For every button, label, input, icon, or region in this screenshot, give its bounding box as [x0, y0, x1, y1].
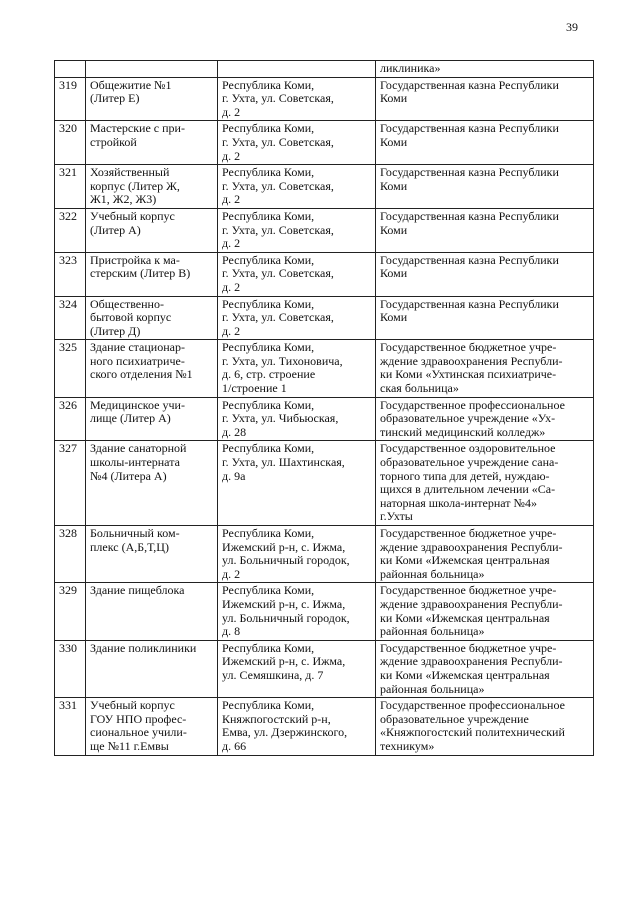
table-row — [55, 121, 594, 165]
object-name: Медицинское учи- лище (Литер А) — [86, 397, 218, 441]
table-row — [55, 296, 594, 340]
row-number: 322 — [55, 208, 86, 252]
object-name: Больничный ком- плекс (А,Б,Т,Ц) — [86, 526, 218, 583]
row-number: 331 — [55, 698, 86, 755]
object-name: Здание пищеблока — [86, 583, 218, 640]
object-name: Общежитие №1 (Литер Е) — [86, 77, 218, 121]
row-number: 326 — [55, 397, 86, 441]
object-holder: Государственное профессиональное образовательное учреждение «Княжпогостский политехнический техникум» — [376, 698, 594, 755]
object-address: Республика Коми, г. Ухта, ул. Шахтинская, д. 9а — [218, 441, 376, 526]
object-name: Учебный корпус (Литер А) — [86, 208, 218, 252]
table-row — [55, 698, 594, 755]
table-row — [55, 208, 594, 252]
object-address: Республика Коми, г. Ухта, ул. Тихоновича, д. 6, стр. строение 1/строение 1 — [218, 340, 376, 397]
row-number: 325 — [55, 340, 86, 397]
table-row — [55, 640, 594, 697]
object-name: Пристройка к ма- стерским (Литер В) — [86, 252, 218, 296]
object-name: Здание стационар- ного психиатриче- ского отделения №1 — [86, 340, 218, 397]
row-number: 328 — [55, 526, 86, 583]
object-address: Республика Коми, г. Ухта, ул. Советская, д. 2 — [218, 165, 376, 209]
row-number: 320 — [55, 121, 86, 165]
object-holder: Государственное оздоровительное образовательное учреждение сана- торного типа для детей, нуждаю- щихся в длительном лечении «Са- наторная школа-интернат №4» г.Ухты — [376, 441, 594, 526]
object-name: Хозяйственный корпус (Литер Ж, Ж1, Ж2, Ж3) — [86, 165, 218, 209]
object-name — [86, 61, 218, 78]
object-holder: Государственная казна Республики Коми — [376, 252, 594, 296]
object-address: Республика Коми, Ижемский р-н, с. Ижма, ул. Семяшкина, д. 7 — [218, 640, 376, 697]
row-number — [55, 61, 86, 78]
object-name: Учебный корпус ГОУ НПО профес- сиональное учили- ще №11 г.Емвы — [86, 698, 218, 755]
row-number: 321 — [55, 165, 86, 209]
table-row — [55, 397, 594, 441]
row-number: 327 — [55, 441, 86, 526]
object-holder: Государственное профессиональное образовательное учреждение «Ух- тинский медицинский колледж» — [376, 397, 594, 441]
object-address: Республика Коми, г. Ухта, ул. Советская, д. 2 — [218, 208, 376, 252]
row-number: 319 — [55, 77, 86, 121]
object-name: Здание поликлиники — [86, 640, 218, 697]
object-address: Республика Коми, г. Ухта, ул. Советская, д. 2 — [218, 77, 376, 121]
object-address: Республика Коми, Ижемский р-н, с. Ижма, ул. Больничный городок, д. 8 — [218, 583, 376, 640]
table-row — [55, 252, 594, 296]
object-address — [218, 61, 376, 78]
object-address: Республика Коми, г. Ухта, ул. Чибьюская, д. 28 — [218, 397, 376, 441]
object-address: Республика Коми, г. Ухта, ул. Советская, д. 2 — [218, 296, 376, 340]
object-holder: Государственная казна Республики Коми — [376, 121, 594, 165]
continuation-row — [55, 61, 594, 78]
object-holder: Государственное бюджетное учре- ждение здравоохранения Республи- ки Коми «Ижемская центральная районная больница» — [376, 526, 594, 583]
row-number: 323 — [55, 252, 86, 296]
table-row — [55, 165, 594, 209]
object-holder: Государственное бюджетное учре- ждение здравоохранения Республи- ки Коми «Ухтинская психиатриче- ская больница» — [376, 340, 594, 397]
property-registry-table — [54, 60, 594, 756]
object-address: Республика Коми, Ижемский р-н, с. Ижма, ул. Больничный городок, д. 2 — [218, 526, 376, 583]
object-name: Общественно- бытовой корпус (Литер Д) — [86, 296, 218, 340]
object-holder: Государственное бюджетное учре- ждение здравоохранения Республи- ки Коми «Ижемская центральная районная больница» — [376, 583, 594, 640]
object-address: Республика Коми, г. Ухта, ул. Советская, д. 2 — [218, 252, 376, 296]
object-holder: Государственная казна Республики Коми — [376, 208, 594, 252]
object-name: Мастерские с при- стройкой — [86, 121, 218, 165]
row-number: 324 — [55, 296, 86, 340]
registry-body — [55, 61, 594, 756]
table-row — [55, 340, 594, 397]
page-number: 39 — [566, 20, 578, 34]
object-address: Республика Коми, Княжпогостский р-н, Емва, ул. Дзержинского, д. 66 — [218, 698, 376, 755]
row-number: 329 — [55, 583, 86, 640]
object-holder: Государственная казна Республики Коми — [376, 296, 594, 340]
object-holder: Государственная казна Республики Коми — [376, 165, 594, 209]
row-number: 330 — [55, 640, 86, 697]
object-holder: Государственное бюджетное учре- ждение здравоохранения Республи- ки Коми «Ижемская центральная районная больница» — [376, 640, 594, 697]
table-row — [55, 441, 594, 526]
table-row — [55, 583, 594, 640]
object-holder: ликлиника» — [376, 61, 594, 78]
table-row — [55, 526, 594, 583]
object-name: Здание санаторной школы-интерната №4 (Литера А) — [86, 441, 218, 526]
table-row — [55, 77, 594, 121]
object-holder: Государственная казна Республики Коми — [376, 77, 594, 121]
object-address: Республика Коми, г. Ухта, ул. Советская, д. 2 — [218, 121, 376, 165]
